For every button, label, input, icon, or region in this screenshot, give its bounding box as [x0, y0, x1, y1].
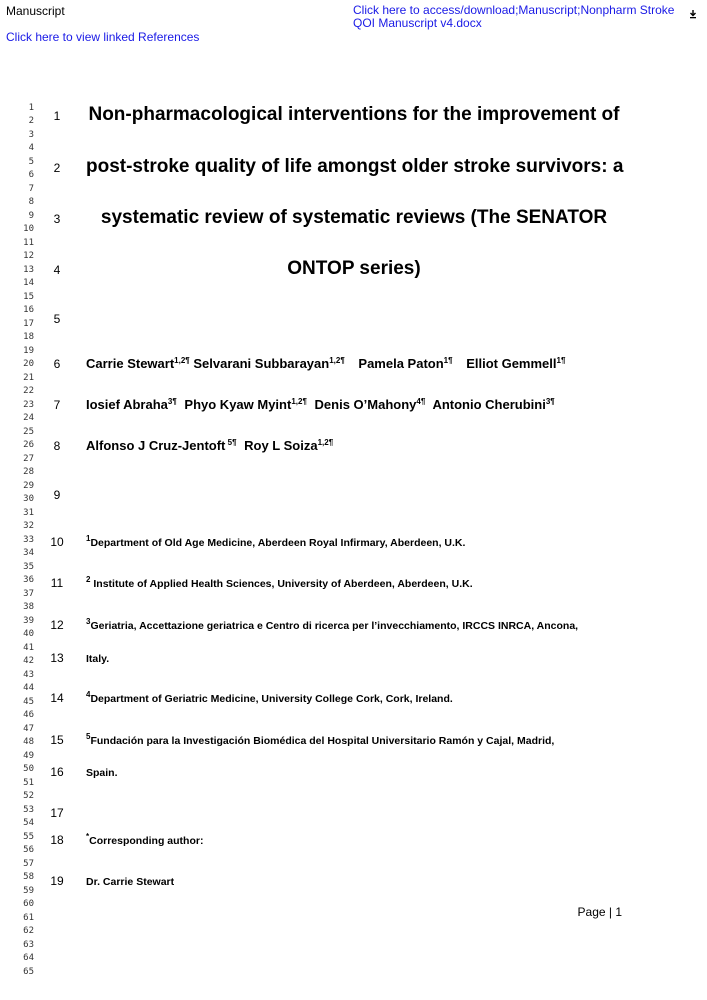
margin-number: 39	[23, 616, 34, 626]
affiliation-text: Italy.	[86, 653, 110, 665]
author-line-1	[86, 356, 565, 372]
margin-number: 23	[23, 400, 34, 410]
margin-number: 50	[23, 764, 34, 774]
author-affiliation-mark: 1¶	[443, 356, 453, 365]
line-number: 11	[50, 576, 64, 590]
author-name: Alfonso J Cruz-Jentoft	[86, 438, 226, 453]
line-number: 2	[53, 161, 61, 175]
margin-number: 47	[23, 724, 34, 734]
margin-number: 53	[23, 805, 34, 815]
line-number: 15	[50, 733, 64, 747]
manuscript-label: Manuscript	[6, 4, 65, 18]
margin-number: 16	[23, 305, 34, 315]
affiliation-text: Spain.	[86, 767, 118, 779]
title-line-4: ONTOP series)	[287, 258, 421, 279]
affiliation-5-cont	[86, 765, 118, 781]
affiliation-text: Fundación para la Investigación Biomédica del Hospital Universitario Ramón y Cajal, Madrid,	[90, 735, 555, 747]
margin-number: 42	[23, 656, 34, 666]
margin-number: 12	[23, 251, 34, 261]
author-affiliation-mark: 4¶	[416, 397, 426, 406]
author-line-2	[86, 397, 555, 413]
line-number: 18	[50, 833, 64, 847]
line-number: 5	[53, 312, 61, 326]
affiliation-mark: 2	[86, 575, 91, 584]
affiliation-1	[86, 535, 465, 551]
author-name: Pamela Paton	[358, 356, 444, 371]
margin-number: 8	[28, 197, 34, 207]
margin-number: 64	[23, 953, 34, 963]
margin-number: 59	[23, 886, 34, 896]
margin-number: 4	[28, 143, 34, 153]
author-name: Phyo Kyaw Myint	[184, 397, 292, 412]
page-number: Page | 1	[577, 905, 622, 919]
margin-number: 3	[28, 130, 34, 140]
margin-number: 28	[23, 467, 34, 477]
margin-number: 31	[23, 508, 34, 518]
margin-number: 10	[23, 224, 34, 234]
margin-number: 49	[23, 751, 34, 761]
title-line-3: systematic review of systematic reviews (The SENATOR	[100, 207, 608, 228]
margin-number: 60	[23, 899, 34, 909]
margin-number: 30	[23, 494, 34, 504]
margin-number: 61	[23, 913, 34, 923]
margin-number: 29	[23, 481, 34, 491]
view-references-link[interactable]: Click here to view linked References	[6, 30, 200, 44]
margin-number: 5	[28, 157, 34, 167]
line-number: 3	[53, 212, 61, 226]
margin-number: 19	[23, 346, 34, 356]
title-line-1: Non-pharmacological interventions for the improvement of	[88, 104, 620, 125]
title-line-2: post-stroke quality of life amongst older stroke survivors: a	[86, 156, 624, 177]
line-number: 16	[50, 765, 64, 779]
margin-number: 14	[23, 278, 34, 288]
margin-number: 21	[23, 373, 34, 383]
margin-number: 2	[28, 116, 34, 126]
margin-number: 18	[23, 332, 34, 342]
affiliation-text: Geriatria, Accettazione geriatrica e Centro di ricerca per l’invecchiamento, IRCCS INRCA, Ancona,	[90, 620, 579, 632]
margin-number: 33	[23, 535, 34, 545]
author-affiliation-mark: 1,2¶	[329, 356, 345, 365]
margin-number: 15	[23, 292, 34, 302]
author-name: Roy L Soiza	[244, 438, 318, 453]
download-link-line2[interactable]: QOI Manuscript v4.docx	[353, 16, 482, 30]
margin-number: 34	[23, 548, 34, 558]
line-number: 1	[53, 109, 61, 123]
margin-number: 46	[23, 710, 34, 720]
margin-number: 24	[23, 413, 34, 423]
author-name: Antonio Cherubini	[432, 397, 546, 412]
line-number: 10	[50, 535, 64, 549]
download-link-line1[interactable]: Click here to access/download;Manuscript;Nonpharm Stroke	[353, 3, 675, 17]
margin-number: 62	[23, 926, 34, 936]
author-name: Selvarani Subbarayan	[193, 356, 330, 371]
margin-number: 35	[23, 562, 34, 572]
margin-number: 7	[28, 184, 34, 194]
corresponding-author-name: Dr. Carrie Stewart	[86, 876, 175, 888]
margin-number: 40	[23, 629, 34, 639]
margin-number: 37	[23, 589, 34, 599]
margin-number: 41	[23, 643, 34, 653]
margin-number: 55	[23, 832, 34, 842]
margin-number: 58	[23, 872, 34, 882]
margin-number: 52	[23, 791, 34, 801]
author-name: Iosief Abraha	[86, 397, 168, 412]
affiliation-2	[86, 576, 473, 592]
line-number: 9	[53, 488, 61, 502]
corresponding-author-label	[86, 833, 203, 849]
margin-number: 48	[23, 737, 34, 747]
asterisk-mark: *	[86, 832, 90, 841]
affiliation-text: Department of Geriatric Medicine, University College Cork, Cork, Ireland.	[90, 693, 453, 705]
margin-number: 6	[28, 170, 34, 180]
affiliation-mark: 4	[86, 690, 91, 699]
affiliation-3	[86, 618, 578, 634]
margin-number: 63	[23, 940, 34, 950]
margin-number: 9	[28, 211, 34, 221]
line-number: 12	[50, 618, 64, 632]
affiliation-mark: 3	[86, 617, 91, 626]
margin-number: 45	[23, 697, 34, 707]
line-number: 6	[53, 357, 61, 371]
author-affiliation-mark: 1,2¶	[317, 438, 334, 447]
margin-number: 11	[23, 238, 34, 248]
margin-number: 1	[28, 103, 34, 113]
margin-number: 26	[23, 440, 34, 450]
line-number: 13	[50, 651, 64, 665]
author-affiliation-mark: 1,2¶	[174, 356, 190, 365]
line-number: 19	[50, 874, 64, 888]
line-number: 7	[53, 398, 61, 412]
margin-number: 51	[23, 778, 34, 788]
affiliation-mark: 1	[86, 534, 91, 543]
margin-number: 17	[23, 319, 34, 329]
margin-number: 27	[23, 454, 34, 464]
author-line-3	[86, 438, 333, 454]
margin-number: 25	[23, 427, 34, 437]
margin-number: 65	[23, 967, 34, 977]
affiliation-4	[86, 691, 453, 707]
author-affiliation-mark: 5¶	[225, 438, 237, 447]
author-name: Denis O’Mahony	[314, 397, 417, 412]
margin-number: 44	[23, 683, 34, 693]
author-affiliation-mark: 1,2¶	[291, 397, 307, 406]
author-affiliation-mark: 3¶	[167, 397, 177, 406]
corresponding-label-text: Corresponding author:	[89, 835, 204, 847]
margin-number: 36	[23, 575, 34, 585]
line-number: 14	[50, 691, 64, 705]
affiliation-text: Department of Old Age Medicine, Aberdeen Royal Infirmary, Aberdeen, U.K.	[90, 537, 466, 549]
line-number: 4	[53, 263, 61, 277]
margin-number: 43	[23, 670, 34, 680]
affiliation-text: Institute of Applied Health Sciences, University of Aberdeen, Aberdeen, U.K.	[90, 578, 473, 590]
margin-number: 57	[23, 859, 34, 869]
margin-number: 32	[23, 521, 34, 531]
line-number: 17	[50, 806, 64, 820]
margin-number: 54	[23, 818, 34, 828]
author-affiliation-mark: 3¶	[545, 397, 555, 406]
author-affiliation-mark: 1¶	[556, 356, 566, 365]
line-number: 8	[53, 439, 61, 453]
affiliation-5	[86, 733, 554, 749]
margin-number: 22	[23, 386, 34, 396]
margin-number: 38	[23, 602, 34, 612]
author-name: Carrie Stewart	[86, 356, 175, 371]
affiliation-mark: 5	[86, 732, 91, 741]
download-link[interactable]	[353, 4, 674, 30]
author-name: Elliot Gemmell	[466, 356, 557, 371]
margin-number: 13	[23, 265, 34, 275]
affiliation-3-cont	[86, 651, 109, 667]
margin-number: 56	[23, 845, 34, 855]
margin-number: 20	[23, 359, 34, 369]
download-icon[interactable]	[688, 6, 698, 24]
